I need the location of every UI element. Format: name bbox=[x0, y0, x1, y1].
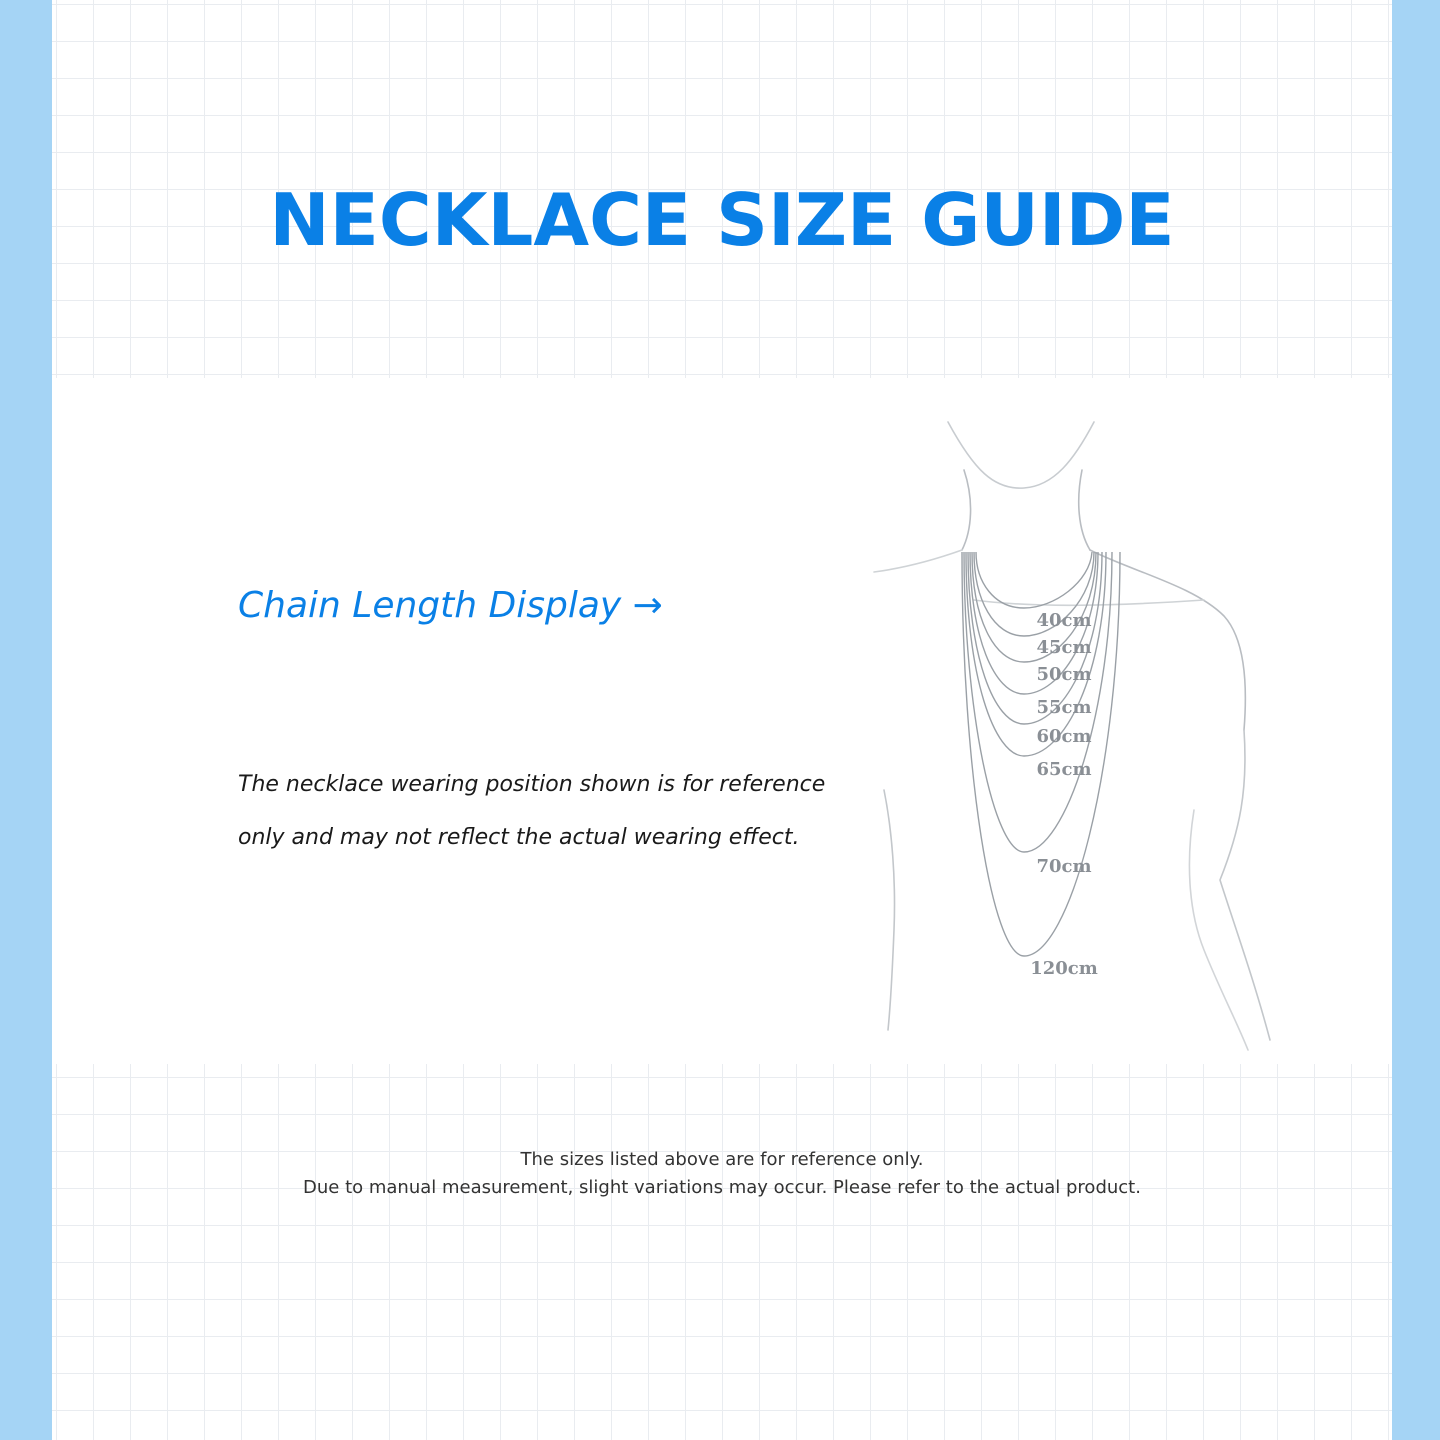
footnote bbox=[52, 1146, 1392, 1202]
chain-length-label: 45cm bbox=[1036, 637, 1092, 658]
page-title: NECKLACE SIZE GUIDE bbox=[269, 178, 1175, 262]
size-guide-card bbox=[52, 0, 1392, 1440]
section-heading: Chain Length Display → bbox=[238, 585, 663, 626]
reference-description: The necklace wearing position shown is for reference only and may not reflect the actual wearing effect. bbox=[238, 772, 826, 850]
chain-length-label: 50cm bbox=[1036, 664, 1092, 685]
necklace-length-figure bbox=[864, 410, 1304, 1060]
chain-length-label: 40cm bbox=[1036, 610, 1092, 631]
chain-length-label: 55cm bbox=[1036, 697, 1092, 718]
chain-length-label: 70cm bbox=[1036, 856, 1092, 877]
chain-length-label: 65cm bbox=[1036, 759, 1092, 780]
footnote-line: The sizes listed above are for reference only. bbox=[520, 1149, 924, 1170]
chain-length-label: 120cm bbox=[1030, 958, 1098, 979]
chain-length-label: 60cm bbox=[1036, 726, 1092, 747]
footnote-line: Due to manual measurement, slight variations may occur. Please refer to the actual product. bbox=[303, 1177, 1141, 1198]
